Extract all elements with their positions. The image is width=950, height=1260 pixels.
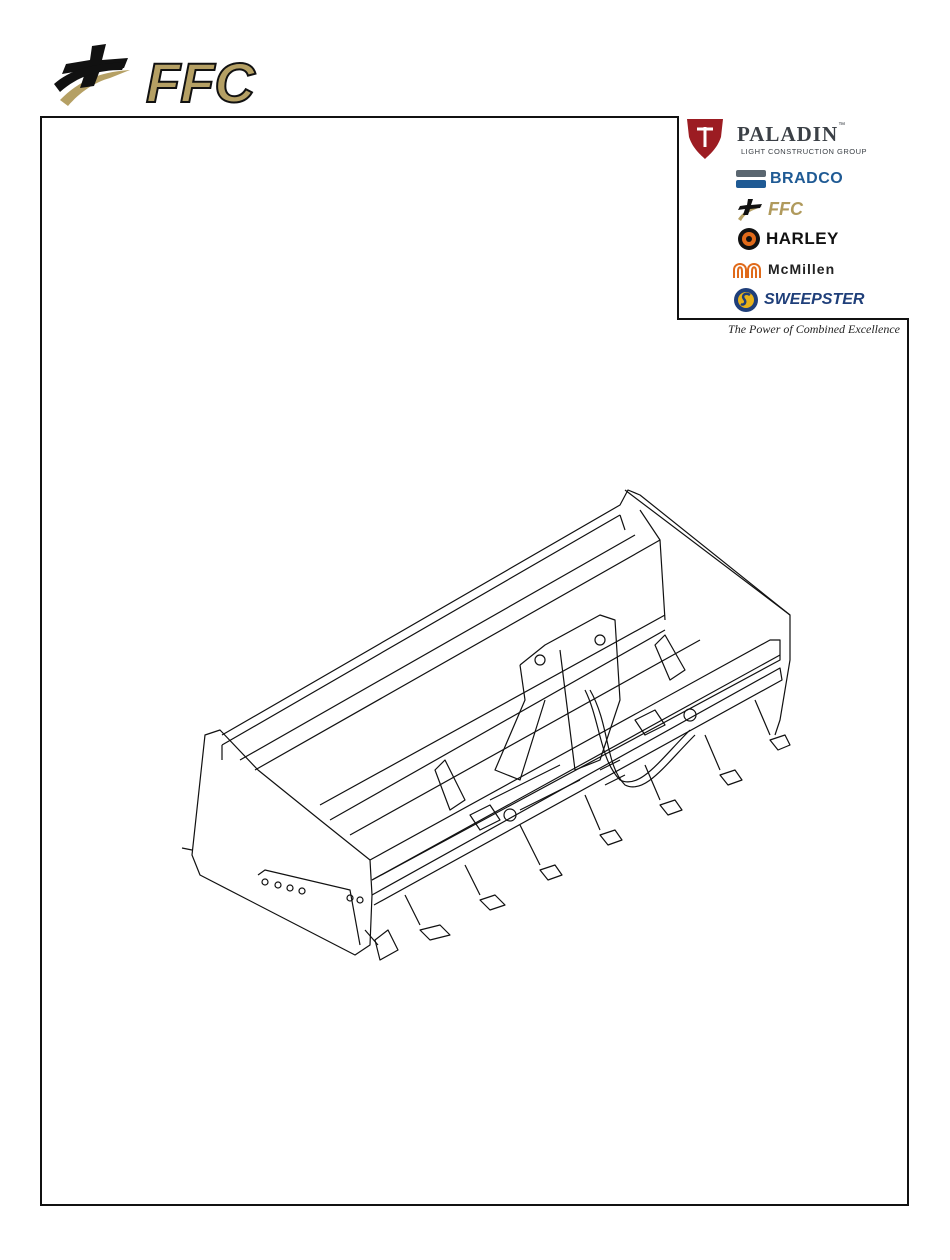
bradco-brand xyxy=(736,168,843,190)
bradco-stripes-icon xyxy=(736,168,766,190)
ffc-logo xyxy=(50,40,270,112)
mcmillen-brand xyxy=(732,258,835,280)
front-beam-lower xyxy=(372,668,782,905)
harley-name: HARLEY xyxy=(766,229,839,248)
shank-teeth xyxy=(365,700,790,960)
ffc-small-name: FFC xyxy=(768,198,803,219)
back-top-rail xyxy=(222,490,790,735)
ffc-logo-text: FFC xyxy=(146,51,255,112)
mcmillen-arches-icon xyxy=(732,258,764,280)
ffc-brand xyxy=(736,197,803,221)
box-scraper-illustration xyxy=(170,480,800,980)
sweepster-circle-icon xyxy=(732,286,760,314)
harley-brand xyxy=(736,226,839,252)
front-beam-upper xyxy=(370,640,780,880)
tagline: The Power of Combined Excellence xyxy=(728,322,900,336)
bradco-name: BRADCO xyxy=(770,170,844,187)
paladin-brand xyxy=(683,117,867,161)
left-side-plate xyxy=(192,730,372,955)
sweepster-name: SWEEPSTER xyxy=(764,291,865,308)
paladin-shield-icon xyxy=(683,117,727,161)
harley-gear-icon xyxy=(736,226,762,252)
right-side-plate xyxy=(625,490,790,735)
paladin-name: PALADIN xyxy=(737,122,839,146)
paladin-tm: ™ xyxy=(838,122,846,129)
paladin-subtitle: LIGHT CONSTRUCTION GROUP xyxy=(741,147,868,156)
sweepster-brand xyxy=(732,286,864,314)
ffc-swoosh-icon xyxy=(736,197,766,221)
mcmillen-name: McMillen xyxy=(768,261,836,277)
